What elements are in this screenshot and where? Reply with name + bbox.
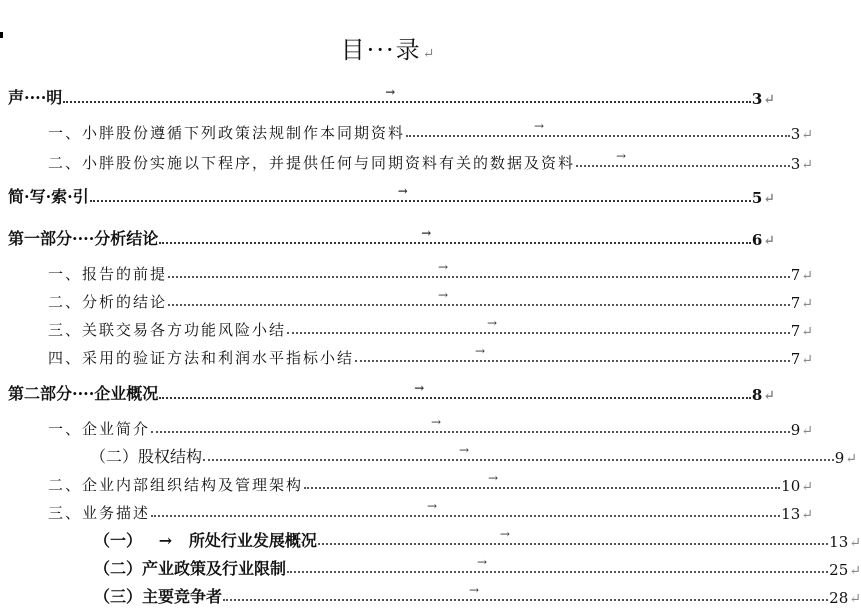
toc-entry-page: 25 xyxy=(829,561,849,579)
toc-entry-page: 28 xyxy=(829,589,849,607)
toc-entry-label: 第一部分····分析结论 xyxy=(8,229,159,248)
tab-arrow-icon: → xyxy=(488,471,501,485)
toc-entry-label: 一、报告的前提 xyxy=(48,265,168,283)
dot-leader xyxy=(287,555,828,573)
toc-entry[interactable] xyxy=(0,413,815,439)
toc-entry[interactable] xyxy=(0,147,815,173)
paragraph-mark-icon: ↵ xyxy=(801,324,815,340)
tab-arrow-icon: → xyxy=(431,415,444,429)
toc-entry-page: 5 xyxy=(751,189,763,207)
toc-entry-label: 四、采用的验证方法和利润水平指标小结 xyxy=(48,349,355,367)
paragraph-mark-icon: ↵ xyxy=(763,388,775,404)
toc-entry[interactable] xyxy=(0,378,775,404)
toc-entry-label: 二、企业内部组织结构及管理架构 xyxy=(48,476,304,494)
dot-leader xyxy=(576,149,790,167)
toc-entry-page: 8 xyxy=(751,386,763,404)
paragraph-mark-icon: ↵ xyxy=(801,507,815,523)
toc-entry-label: 三、业务描述 xyxy=(48,504,151,522)
tab-arrow-icon: → xyxy=(421,226,432,240)
dot-leader xyxy=(159,381,751,399)
toc-entry-label: （二）产业政策及行业限制 xyxy=(94,559,287,578)
paragraph-mark-icon: ↵ xyxy=(801,479,815,495)
paragraph-mark-icon: ↵ xyxy=(422,46,437,62)
toc-entry[interactable] xyxy=(0,286,815,312)
toc-entry[interactable] xyxy=(0,223,775,249)
tab-arrow-icon: → xyxy=(385,85,396,99)
dot-leader xyxy=(355,344,790,362)
tab-arrow-icon: → xyxy=(414,381,425,395)
dot-leader xyxy=(63,85,751,103)
toc-entry[interactable] xyxy=(0,314,815,340)
paragraph-mark-icon: ↵ xyxy=(849,563,861,579)
dot-leader xyxy=(406,119,790,137)
dot-leader xyxy=(151,499,780,517)
paragraph-mark-icon: ↵ xyxy=(801,127,815,143)
dot-leader xyxy=(318,527,828,545)
paragraph-mark-icon: ↵ xyxy=(801,296,815,312)
toc-entry[interactable] xyxy=(0,441,857,467)
tab-arrow-icon: → xyxy=(397,184,408,198)
toc-entry-page: 9 xyxy=(790,421,801,439)
toc-entry-label: 二、小胖股份实施以下程序，并提供任何与同期资料有关的数据及资料 xyxy=(48,154,576,172)
toc-entry[interactable] xyxy=(0,497,815,523)
tab-arrow-icon: → xyxy=(487,316,500,330)
toc-entry-page: 10 xyxy=(781,477,801,495)
tab-arrow-icon: → xyxy=(477,555,488,569)
paragraph-mark-icon: ↵ xyxy=(763,92,775,108)
toc-entry[interactable] xyxy=(0,581,861,607)
toc-title xyxy=(0,30,777,65)
toc-entry-label: 一、企业简介 xyxy=(48,420,151,438)
dot-leader xyxy=(203,443,834,461)
tab-arrow-icon: → xyxy=(499,527,510,541)
toc-entry-page: 7 xyxy=(790,294,801,312)
paragraph-mark-icon: ↵ xyxy=(801,423,815,439)
toc-entry-label: 简·写·索·引 xyxy=(8,187,89,206)
toc-entry-page: 13 xyxy=(781,505,801,523)
toc-entry-label: （二）股权结构 xyxy=(90,447,203,466)
tab-arrow-icon: → xyxy=(438,260,451,274)
toc-entry-page: 13 xyxy=(829,533,849,551)
toc-entry[interactable] xyxy=(0,469,815,495)
toc-entry[interactable] xyxy=(0,82,775,108)
dot-leader xyxy=(168,288,790,306)
toc-title-text: 目···录 xyxy=(340,36,422,64)
dot-leader xyxy=(151,415,790,433)
toc-entry-label: 声····明 xyxy=(8,88,63,107)
dot-leader xyxy=(90,184,751,202)
toc-entry-page: 3 xyxy=(790,125,801,143)
toc-entry-page: 9 xyxy=(834,449,845,467)
tab-arrow-icon: → xyxy=(427,499,440,513)
paragraph-mark-icon: ↵ xyxy=(763,191,775,207)
tab-arrow-icon: → xyxy=(616,149,629,163)
toc-entry-page: 3 xyxy=(790,155,801,173)
toc-entry[interactable] xyxy=(0,117,815,143)
dot-leader xyxy=(159,226,751,244)
dot-leader xyxy=(304,471,780,489)
paragraph-mark-icon: ↵ xyxy=(849,535,861,551)
toc-entry[interactable] xyxy=(0,258,815,284)
dot-leader xyxy=(287,316,790,334)
paragraph-mark-icon: ↵ xyxy=(845,451,857,467)
toc-entry[interactable] xyxy=(0,342,815,368)
tab-arrow-icon: → xyxy=(534,119,547,133)
toc-entry-label: 二、分析的结论 xyxy=(48,293,168,311)
tab-arrow-icon: → xyxy=(459,443,470,457)
toc-entry-label: 一、小胖股份遵循下列政策法规制作本同期资料 xyxy=(48,124,406,142)
toc-entry-page: 7 xyxy=(790,322,801,340)
paragraph-mark-icon: ↵ xyxy=(763,233,775,249)
toc-entry[interactable] xyxy=(0,181,775,207)
dot-leader xyxy=(168,260,790,278)
paragraph-mark-icon: ↵ xyxy=(801,268,815,284)
tab-arrow-icon: → xyxy=(475,344,488,358)
toc-entry-label: 三、关联交易各方功能风险小结 xyxy=(48,321,287,339)
toc-entry[interactable] xyxy=(0,553,861,579)
toc-entry-page: 7 xyxy=(790,350,801,368)
paragraph-mark-icon: ↵ xyxy=(801,157,815,173)
paragraph-mark-icon: ↵ xyxy=(801,352,815,368)
dot-leader xyxy=(223,583,828,601)
toc-entry-label: （一） → 所处行业发展概况 xyxy=(94,531,317,550)
toc-entry-page: 3 xyxy=(751,90,763,108)
toc-entry[interactable] xyxy=(0,525,861,551)
toc-entry-page: 6 xyxy=(751,231,763,249)
toc-entry-page: 7 xyxy=(790,266,801,284)
tab-arrow-icon: → xyxy=(438,288,451,302)
paragraph-mark-icon: ↵ xyxy=(849,591,861,607)
tab-arrow-icon: → xyxy=(469,583,480,597)
toc-entry-label: 第二部分····企业概况 xyxy=(8,384,159,403)
toc-entry-label: （三）主要竞争者 xyxy=(94,587,223,606)
